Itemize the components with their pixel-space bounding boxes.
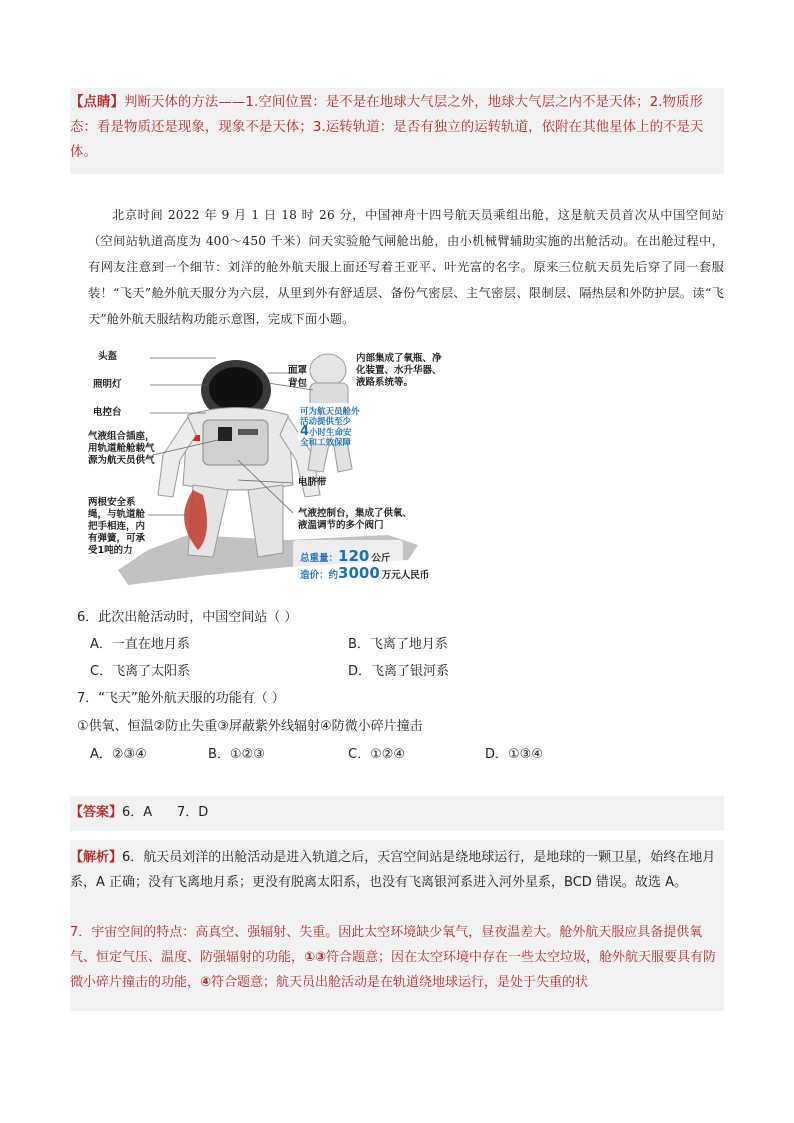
q7-statements: ①供氧、恒温②防止失重③屏蔽紫外线辐射④防微小碎片撞击 xyxy=(77,719,423,734)
answer-text: 6．A 7．D xyxy=(122,805,209,820)
q6-stem: 6．此次出舱活动时，中国空间站（ ） xyxy=(77,610,298,625)
tip-paragraph xyxy=(70,90,724,165)
tip-text: 判断天体的方法——1.空间位置：是不是在地球大气层之外，地球大气层之内不是天体；2.物质形态：看是物质还是现象，现象不是天体；3.运转轨道：是否有独立的运转轨道，依附在其他星体上的不是天体。 xyxy=(70,95,704,160)
weight-unit: 公斤 xyxy=(371,553,391,564)
label-backpack: 背包 xyxy=(288,378,308,389)
q7-option-b: B．①②③ xyxy=(208,747,265,762)
q6-option-a: A．一直在地月系 xyxy=(90,637,190,652)
label-umbilical: 电脐带 xyxy=(298,477,327,488)
label-cost xyxy=(300,564,430,582)
weight-num: 120 xyxy=(338,547,370,565)
q7-option-d: D．①③④ xyxy=(485,747,543,762)
label-mask: 面罩 xyxy=(288,365,308,376)
reading-passage: 北京时间 2022 年 9 月 1 日 18 时 26 分，中国神舟十四号航天员乘组出舱，这是航天员首次从中国空间站（空间站轨道高度为 400～450 千米）问天实验舱气闸舱出舱，由小机械臂辅助实施的出舱活动。在出舱过程中，有网友注意到一个细节：刘洋的舱外航天服上面还写着王亚平、叶光富的名字。原来三位航天员先后穿了同一套服装！“飞天”舱外航天服分为六层，从里到外有舒适层、备份气密层、主气密层、限制层、隔热层和外防护层。读“飞天”舱外航天服结构功能示意图，完成下面小题。 xyxy=(88,208,724,326)
analysis-q7 xyxy=(70,920,724,995)
analysis-q6 xyxy=(70,845,724,895)
q6-option-c: C．飞离了太阳系 xyxy=(90,664,191,679)
answer-line xyxy=(70,800,724,825)
q6-option-d: D．飞离了银河系 xyxy=(348,664,450,679)
spacesuit-figure xyxy=(88,345,443,590)
weight-label: 总重量： xyxy=(300,553,339,564)
label-helmet: 头盔 xyxy=(98,351,118,362)
analysis-q6-text: 6．航天员刘洋的出舱活动是进入轨道之后，天宫空间站是绕地球运行，是地球的一颗卫星，始终在地月系，A 正确；没有飞离地月系；更没有脱离太阳系，也没有飞离银河系进入河外星系，BCD 错误。故选 A。 xyxy=(70,850,716,890)
analysis-q7-part4: ④ xyxy=(200,975,212,990)
analysis-q7-part3: 符合题意；因在太空环境中存在一些太空垃圾，舱外航天服要具有防微小碎片撞击的功能， xyxy=(70,950,717,990)
label-gas-socket: 气液组合插座，用轨道舱舱载气源为航天员供气 xyxy=(88,431,155,466)
analysis-q7-part2: ①③ xyxy=(304,950,327,965)
analysis-tag: 【解析】 xyxy=(70,850,123,865)
cost-num: 3000 xyxy=(338,564,380,582)
q7-option-a: A．②③④ xyxy=(90,747,147,762)
label-safety-tether: 两根安全系绳，与轨道舱把手相连，内有弹簧，可承受1吨的力 xyxy=(88,497,146,556)
support-post: 小时生命安全和工效保障 xyxy=(300,428,352,448)
tip-tag: 【点睛】 xyxy=(70,95,124,110)
label-light: 照明灯 xyxy=(93,379,122,390)
label-backpack-inside: 内部集成了氧瓶、净化装置、水升华器、液路系统等。 xyxy=(356,353,442,388)
q6-option-b: B．飞离了地月系 xyxy=(348,637,448,652)
cost-label: 造价：约 xyxy=(300,570,339,581)
answer-tag: 【答案】 xyxy=(70,805,123,820)
analysis-q7-part5: 符合题意；航天员出舱活动是在轨道绕地球运行，是处于失重的状 xyxy=(211,975,589,990)
label-weight xyxy=(300,547,391,565)
support-num: 4 xyxy=(300,424,310,439)
label-control-panel: 气液控制台，集成了供氧、液温调节的多个阀门 xyxy=(298,508,413,531)
cost-unit: 万元人民币 xyxy=(381,570,430,581)
q7-option-c: C．①②④ xyxy=(348,747,406,762)
label-console: 电控台 xyxy=(93,407,122,418)
q7-stem: 7．“飞天”舱外航天服的功能有（ ） xyxy=(77,691,285,706)
analysis-q7-part1: 7．宇宙空间的特点：高真空、强辐射、失重。因此太空环境缺少氧气，昼夜温差大。舱外航天服应具备提供氧气、恒定气压、温度、防强辐射的功能， xyxy=(70,925,703,965)
support-pre: 可为航天员舱外活动提供至少 xyxy=(300,407,360,427)
label-support xyxy=(300,407,360,448)
